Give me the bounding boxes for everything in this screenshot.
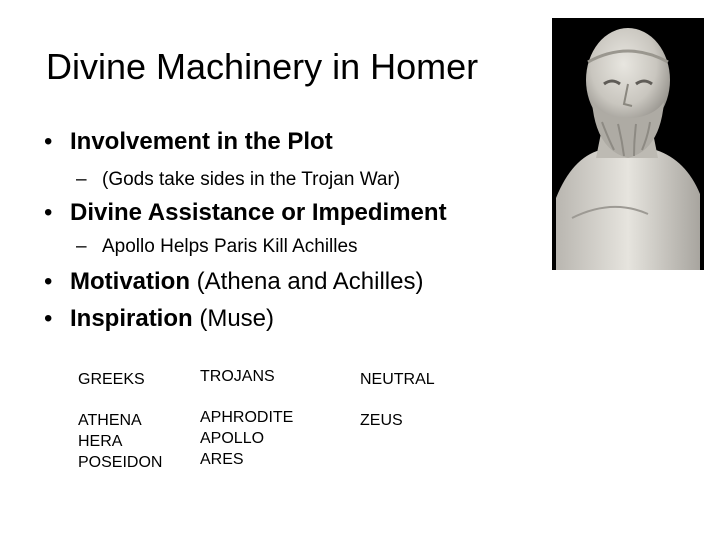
god-name: ZEUS: [360, 412, 403, 429]
bullet-marker: •: [44, 305, 53, 332]
bullet-bold-text: Involvement in the Plot: [70, 128, 333, 155]
god-name: POSEIDON: [78, 454, 163, 471]
god-name: ARES: [200, 451, 244, 468]
column-header-neutral: NEUTRAL: [360, 371, 435, 388]
bullet-marker: •: [44, 128, 53, 155]
homer-bust-image: [552, 18, 704, 270]
column-header-trojans: TROJANS: [200, 368, 275, 385]
bullet-marker: •: [44, 199, 53, 226]
subbullet-trojan-war: [76, 169, 400, 191]
dash-marker: –: [76, 169, 87, 190]
subbullet-text: (Gods take sides in the Trojan War): [102, 169, 401, 190]
column-greeks: [78, 410, 162, 473]
subbullet-text: Apollo Helps Paris Kill Achilles: [102, 236, 358, 257]
bullet-inspiration: [44, 305, 274, 333]
bullet-marker: •: [44, 268, 53, 295]
bullet-text: (Muse): [192, 305, 275, 332]
god-name: HERA: [78, 433, 123, 450]
dash-marker: –: [76, 236, 87, 257]
god-name: ATHENA: [78, 412, 142, 429]
bullet-divine-assistance: [44, 199, 447, 227]
column-neutral: [360, 410, 403, 431]
subbullet-apollo: [76, 236, 358, 258]
god-name: APHRODITE: [200, 409, 294, 426]
bullet-bold-text: Divine Assistance or Impediment: [70, 199, 447, 226]
bullet-bold-text: Inspiration: [70, 305, 193, 332]
bullet-motivation: [44, 268, 423, 296]
god-name: APOLLO: [200, 430, 265, 447]
column-trojans: [200, 407, 293, 470]
slide-title: Divine Machinery in Homer: [46, 46, 479, 87]
column-header-greeks: GREEKS: [78, 371, 145, 388]
bullet-text: (Athena and Achilles): [190, 268, 424, 295]
bullet-bold-text: Motivation: [70, 268, 190, 295]
bullet-involvement: [44, 128, 333, 156]
